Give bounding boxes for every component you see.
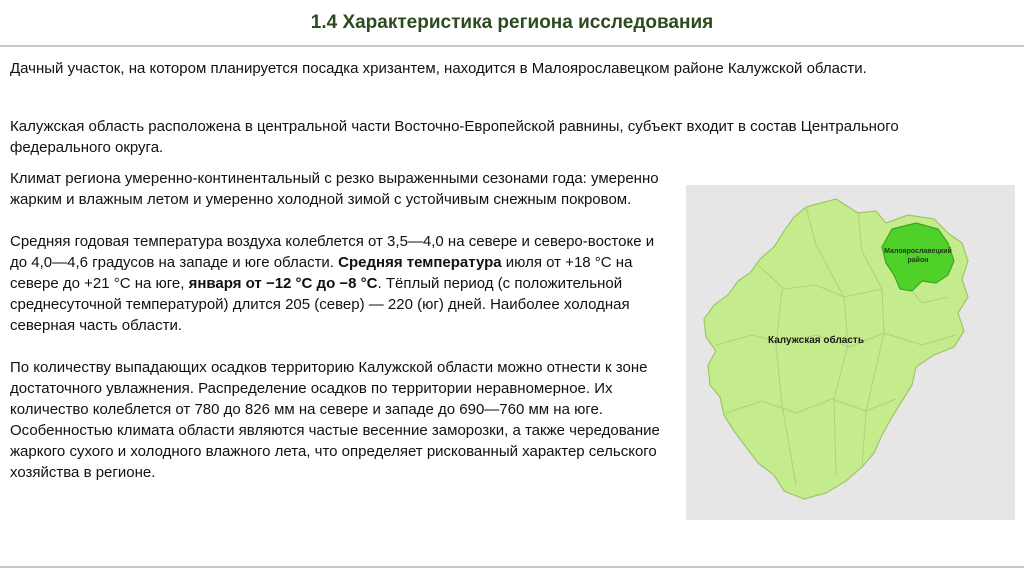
intro-paragraph-region: Калужская область расположена в центральной части Восточно-Европейской равнины, субъект входит в состав Центрального федерального округа. xyxy=(10,118,899,156)
intro-paragraph-location: Дачный участок, на котором планируется посадка хризантем, находится в Малоярославецком районе Калужской области. xyxy=(10,60,867,77)
temperature-bold-1: Средняя температура xyxy=(338,254,502,271)
temperature-paragraph xyxy=(10,231,674,336)
district-label-line-2: район xyxy=(907,257,929,264)
divider-bottom xyxy=(0,566,1024,568)
temperature-bold-2: января от −12 °С до −8 °С xyxy=(188,275,378,292)
page-title: 1.4 Характеристика региона исследования xyxy=(310,12,714,33)
precipitation-paragraph: По количеству выпадающих осадков территорию Калужской области можно отнести к зоне достаточного увлажнения. Распределение осадков по территории неравномерное. Их количество колеблется от 780 до 826 мм на севере и западе до 690—760 мм на юге. Особенностью климата области являются частые весенние заморозки, а также чередование жаркого сухого и холодного влажного лета, что определяет рискованный характер сельского хозяйства в регионе. xyxy=(10,359,660,481)
district-label-line-1: Малоярославецкий xyxy=(884,248,952,255)
temperature-text-3: . Тёплый период (с положительной среднесуточной температурой) длится 205 (север) — 220 (юг) дней. Наиболее холодная северная часть области. xyxy=(10,275,630,334)
divider-top xyxy=(0,45,1024,47)
climate-paragraph: Климат региона умеренно-континентальный с резко выраженными сезонами года: умеренно жарким и влажным летом и умеренно холодной зимой с устойчивым снежным покровом. xyxy=(10,170,659,208)
region-map-svg xyxy=(686,185,1015,520)
region-label: Калужская область xyxy=(768,335,864,346)
text-column xyxy=(10,168,674,504)
temperature-text-1: Средняя годовая температура воздуха колеблется от 3,5—4,0 на севере и северо-востоке и до 4,0—4,6 градусов на западе и юге области. xyxy=(10,233,655,271)
temperature-text-2: июля от +18 °С на севере до +21 °С на юге, xyxy=(10,254,633,292)
region-map xyxy=(686,185,1015,520)
